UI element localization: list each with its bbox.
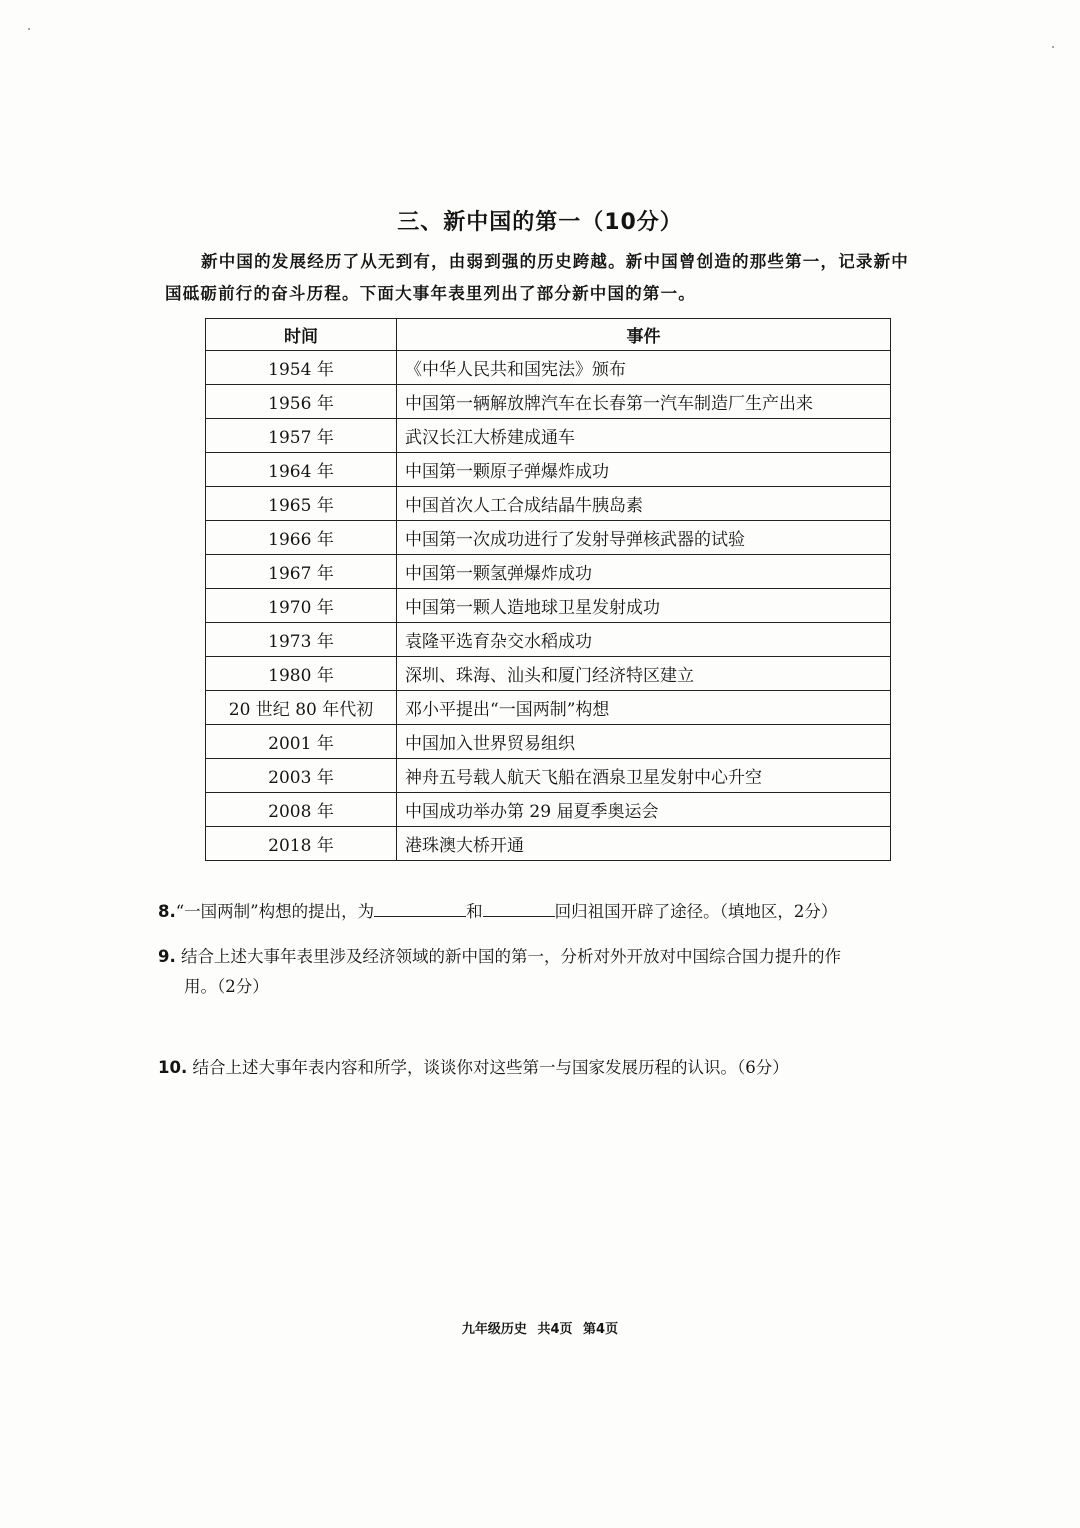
row-year: 1970 年 (206, 589, 397, 623)
question-number: 10. (158, 1058, 188, 1077)
header-time: 时间 (206, 319, 397, 351)
row-year: 1954 年 (206, 351, 397, 385)
intro-line-2: 国砥砺前行的奋斗历程。下面大事年表里列出了部分新中国的第一。 (165, 284, 696, 303)
row-year: 2001 年 (206, 725, 397, 759)
row-year: 1964 年 (206, 453, 397, 487)
row-event: 中国第一次成功进行了发射导弹核武器的试验 (397, 521, 891, 555)
row-year: 1966 年 (206, 521, 397, 555)
table-row (206, 453, 891, 487)
row-year: 1956 年 (206, 385, 397, 419)
row-event: 港珠澳大桥开通 (397, 827, 891, 861)
row-event: 神舟五号载人航天飞船在酒泉卫星发射中心升空 (397, 759, 891, 793)
row-year: 1965 年 (206, 487, 397, 521)
answer-blank-1[interactable] (374, 898, 466, 917)
row-year: 2003 年 (206, 759, 397, 793)
answer-blank-2[interactable] (483, 898, 555, 917)
question-10-text: 结合上述大事年表内容和所学，谈谈你对这些第一与国家发展历程的认识。（6分） (192, 1058, 789, 1077)
table-row (206, 521, 891, 555)
row-event: 中国第一颗人造地球卫星发射成功 (397, 589, 891, 623)
row-event: 中国第一辆解放牌汽车在长春第一汽车制造厂生产出来 (397, 385, 891, 419)
question-9 (158, 942, 918, 1002)
scan-speck (28, 28, 30, 30)
question-9-line-1: 结合上述大事年表里涉及经济领域的新中国的第一，分析对外开放对中国综合国力提升的作 (181, 947, 841, 966)
row-event: 中国第一颗氢弹爆炸成功 (397, 555, 891, 589)
table-row (206, 589, 891, 623)
row-year: 1957 年 (206, 419, 397, 453)
question-number: 8. (158, 902, 176, 921)
question-8-text-a: “一国两制”构想的提出，为 (175, 902, 375, 921)
table-row (206, 623, 891, 657)
section-intro (165, 246, 935, 310)
intro-line-1: 新中国的发展经历了从无到有，由弱到强的历史跨越。新中国曾创造的那些第一，记录新中 (201, 252, 909, 271)
page-footer: 九年级历史 共4页 第4页 (461, 1322, 619, 1337)
table-row (206, 351, 891, 385)
row-event: 邓小平提出“一国两制”构想 (397, 691, 891, 725)
row-event: 中国第一颗原子弹爆炸成功 (397, 453, 891, 487)
row-year: 2008 年 (206, 793, 397, 827)
row-event: 中国首次人工合成结晶牛胰岛素 (397, 487, 891, 521)
question-9-line-2: 用。（2分） (184, 977, 269, 996)
table-row (206, 385, 891, 419)
table-header-row (206, 319, 891, 351)
question-number: 9. (158, 947, 176, 966)
table-row (206, 793, 891, 827)
table-row (206, 487, 891, 521)
table-row (206, 419, 891, 453)
question-8-text-b: 和 (466, 902, 483, 921)
row-year: 1980 年 (206, 657, 397, 691)
row-event: 袁隆平选育杂交水稻成功 (397, 623, 891, 657)
header-event: 事件 (397, 319, 891, 351)
row-event: 深圳、珠海、汕头和厦门经济特区建立 (397, 657, 891, 691)
row-year: 1973 年 (206, 623, 397, 657)
row-year: 1967 年 (206, 555, 397, 589)
row-year: 20 世纪 80 年代初 (206, 691, 397, 725)
question-10 (158, 1053, 918, 1083)
question-8-text-c: 回归祖国开辟了途径。（填地区，2分） (554, 902, 838, 921)
row-year: 2018 年 (206, 827, 397, 861)
section-title: 三、新中国的第一（10分） (397, 210, 683, 235)
table-row (206, 691, 891, 725)
scan-speck (1052, 46, 1054, 48)
chronology-table (205, 318, 891, 861)
table-row (206, 657, 891, 691)
row-event: 中国成功举办第 29 届夏季奥运会 (397, 793, 891, 827)
row-event: 武汉长江大桥建成通车 (397, 419, 891, 453)
table-row (206, 555, 891, 589)
table-row (206, 827, 891, 861)
row-event: 中国加入世界贸易组织 (397, 725, 891, 759)
question-8 (158, 897, 918, 927)
table-row (206, 725, 891, 759)
table-row (206, 759, 891, 793)
row-event: 《中华人民共和国宪法》颁布 (397, 351, 891, 385)
